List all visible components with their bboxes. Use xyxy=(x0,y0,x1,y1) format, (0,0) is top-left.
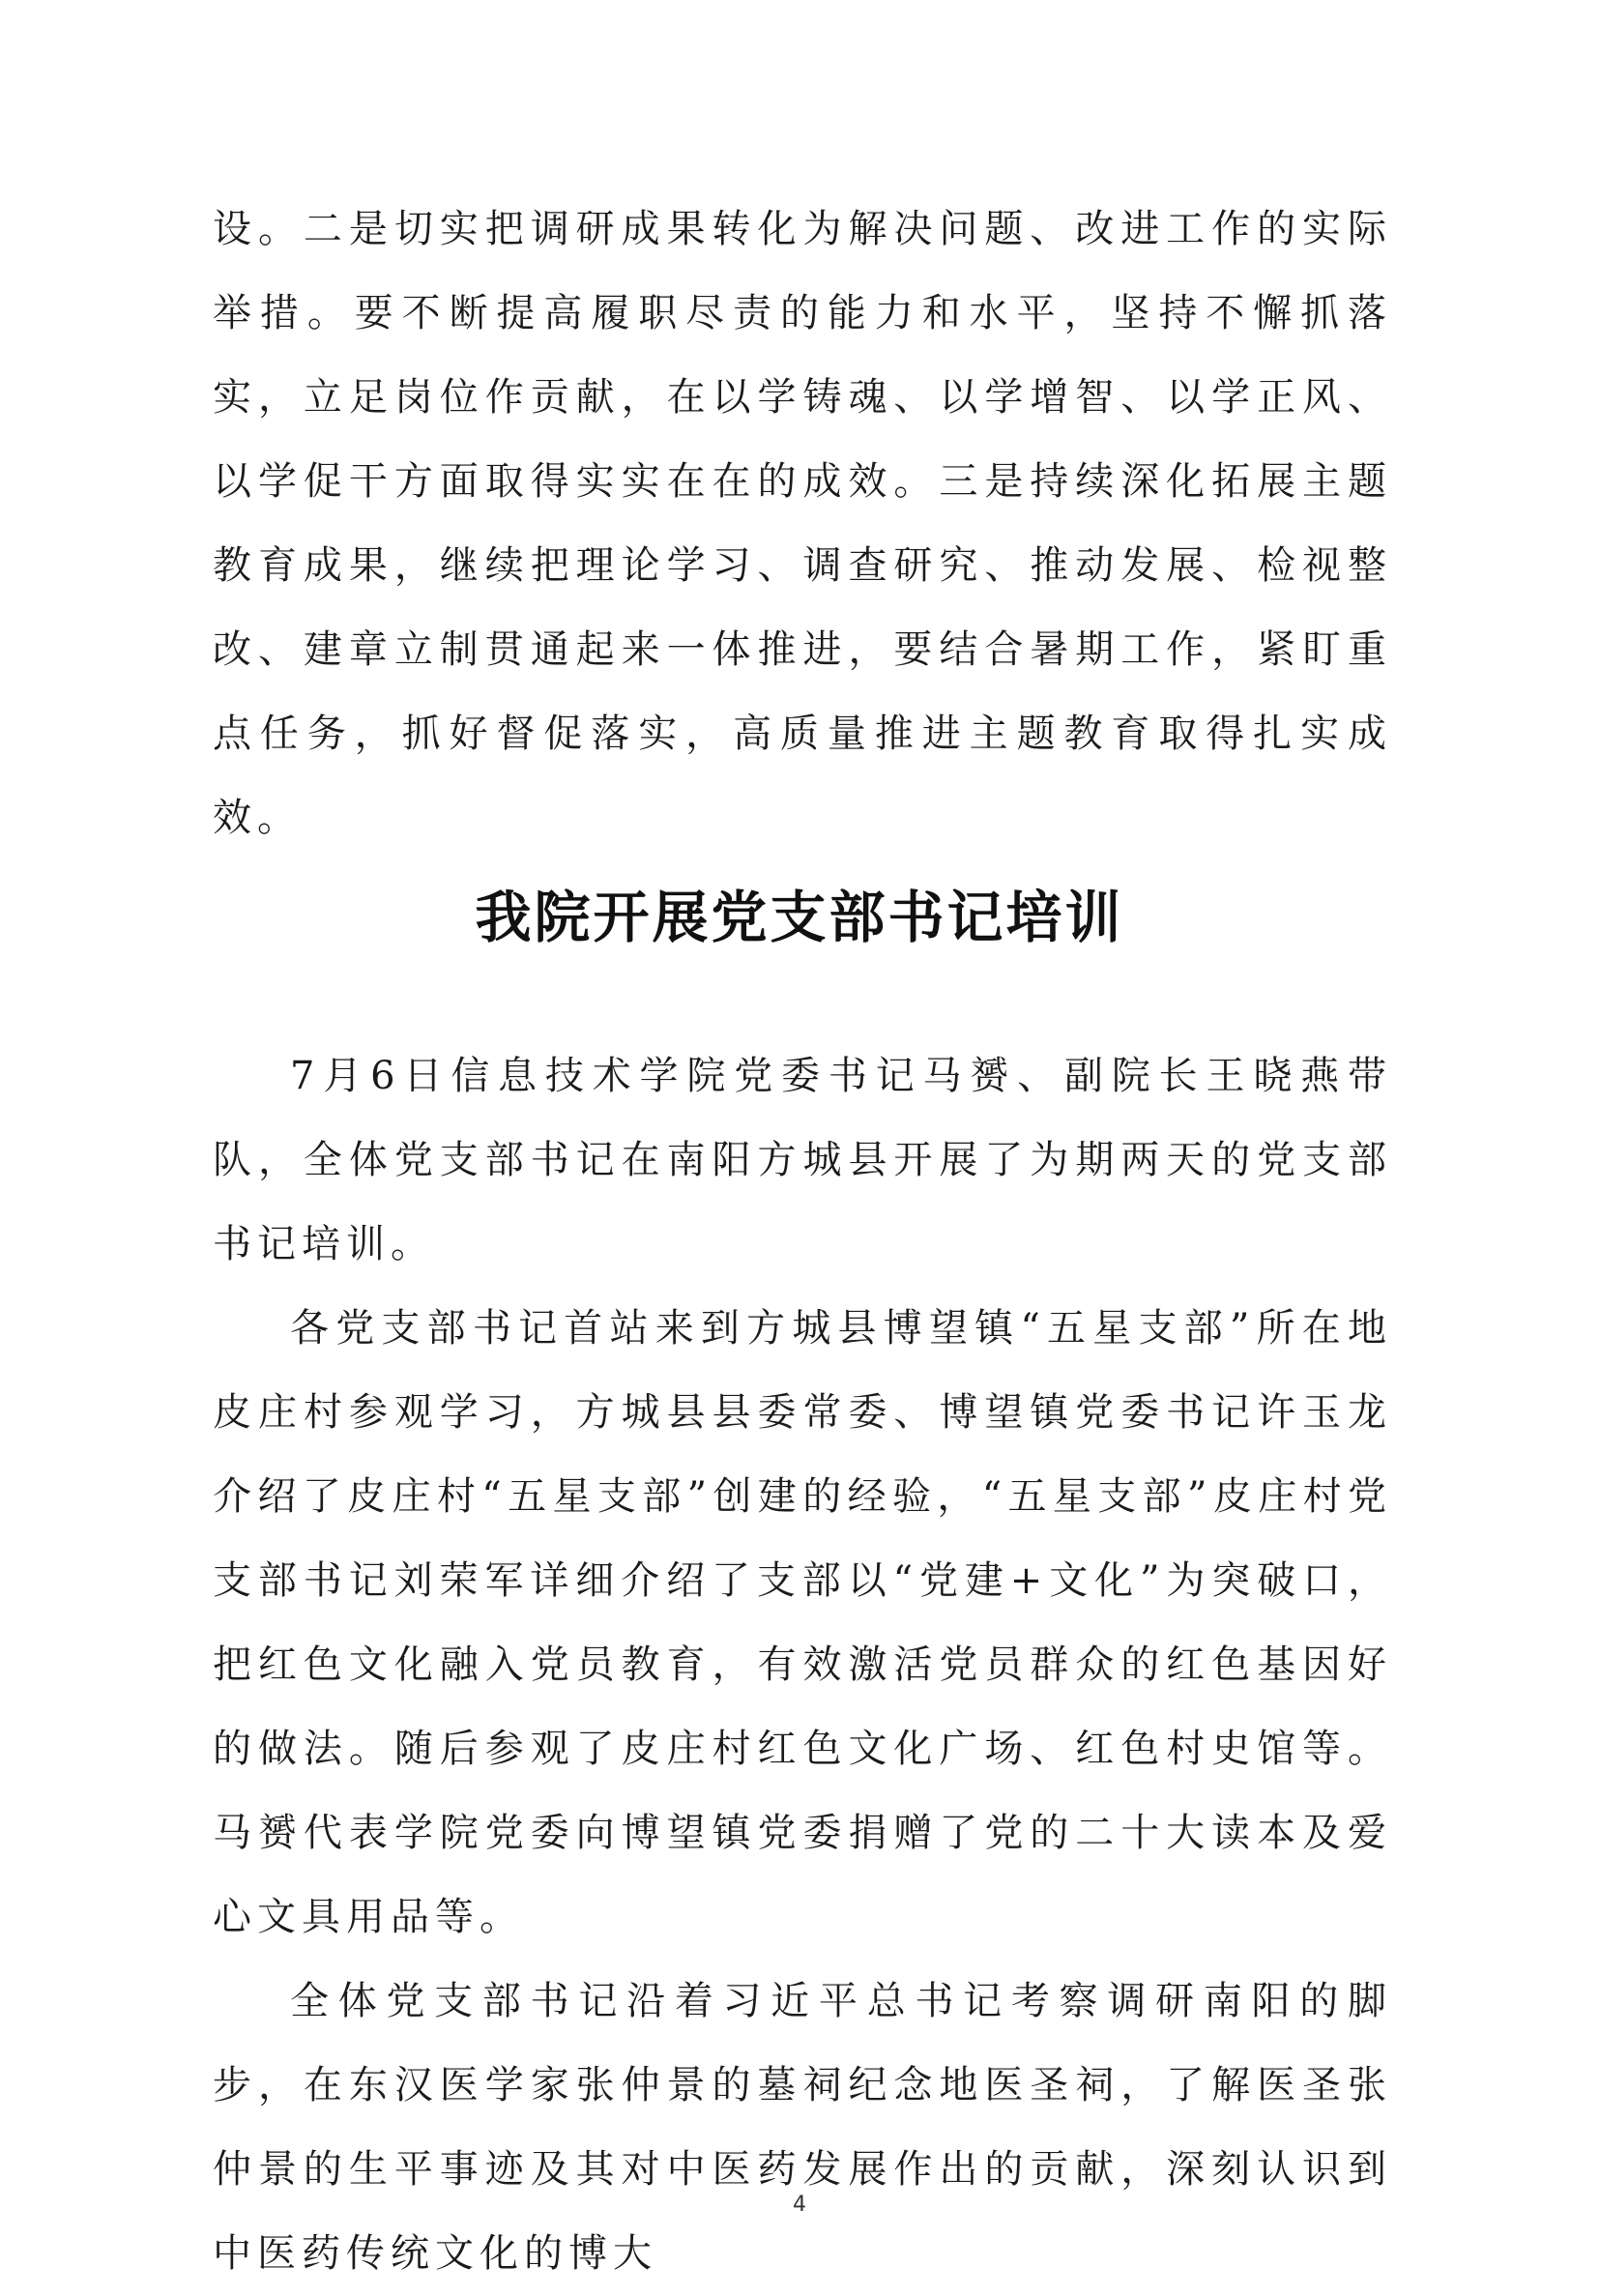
article-paragraph-1: 7月6日信息技术学院党委书记马赟、副院长王晓燕带队，全体党支部书记在南阳方城县开展了为期两天的党支部书记培训。 xyxy=(213,1054,1392,1266)
article-title: 我院开展党支部书记培训 xyxy=(475,885,1124,950)
article-body xyxy=(213,1034,1392,2296)
continued-paragraph: 设。二是切实把调研成果转化为解决问题、改进工作的实际举措。要不断提高履职尽责的能力和水平，坚持不懈抓落实，立足岗位作贡献，在以学铸魂、以学增智、以学正风、以学促干方面取得实实在在的成效。三是持续深化拓展主题教育成果，继续把理论学习、调查研究、推动发展、检视整改、建章立制贯通起来一体推进，要结合暑期工作，紧盯重点任务，抓好督促落实，高质量推进主题教育取得扎实成效。 xyxy=(213,207,1392,840)
article-paragraph-3: 全体党支部书记沿着习近平总书记考察调研南阳的脚步，在东汉医学家张仲景的墓祠纪念地医圣祠，了解医圣张仲景的生平事迹及其对中医药发展作出的贡献，深刻认识到中医药传统文化的博大 xyxy=(213,1979,1392,2276)
page-number: 4 xyxy=(793,2193,806,2217)
article-paragraph-2: 各党支部书记首站来到方城县博望镇“五星支部”所在地皮庄村参观学习，方城县县委常委、博望镇党委书记许玉龙介绍了皮庄村“五星支部”创建的经验，“五星支部”皮庄村党支部书记刘荣军详细介绍了支部以“党建+文化”为突破口，把红色文化融入党员教育，有效激活党员群众的红色基因好的做法。随后参观了皮庄村红色文化广场、红色村史馆等。马赟代表学院党委向博望镇党委捐赠了党的二十大读本及爱心文具用品等。 xyxy=(213,1306,1392,1939)
